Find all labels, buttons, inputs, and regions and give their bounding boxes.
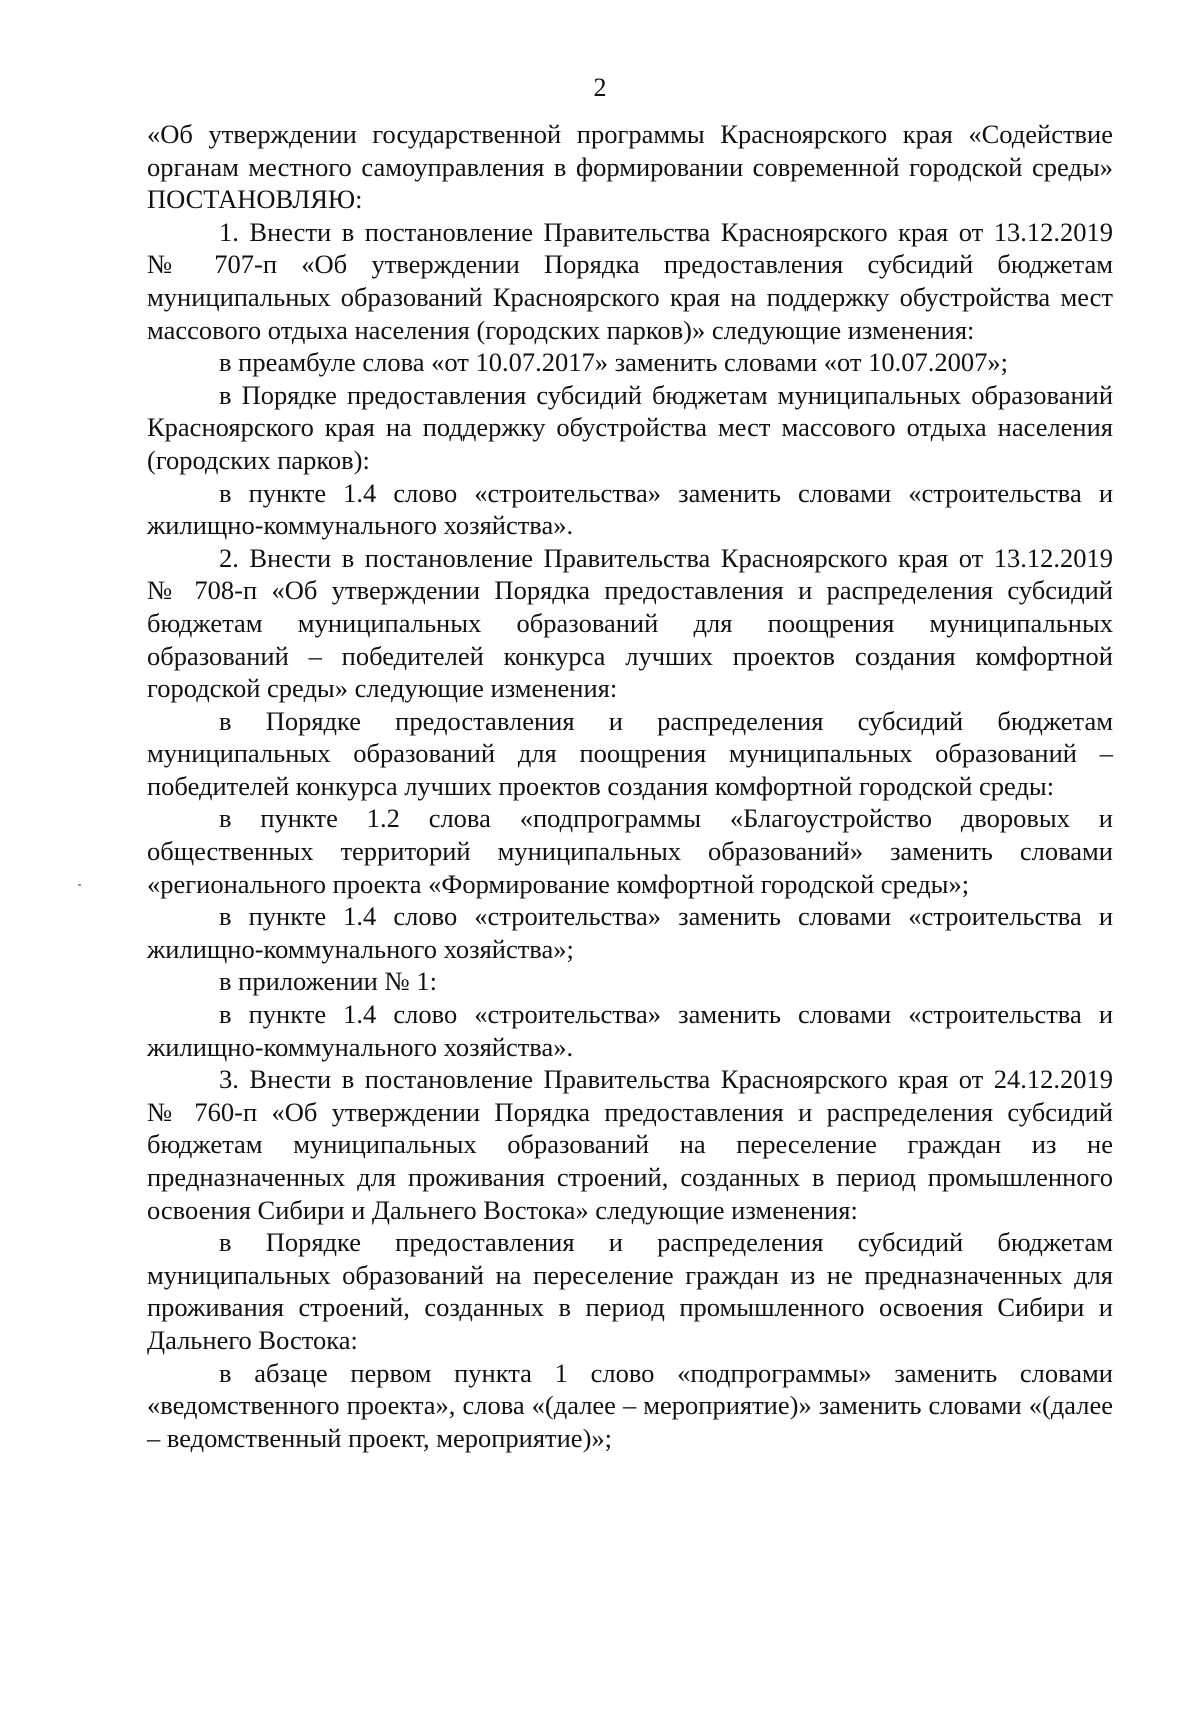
paragraph-item-3: 3. Внести в постановление Правительства Красноярского края от 24.12.2019 № 760-п «Об утверждении Порядка предоставления и распределения субсидий бюджетам муниципальных образований на переселение граждан из не предназначенных для проживания строений, созданных в период промышленного освоения Сибири и Дальнего Востока» следующие изменения: [147,1064,1113,1225]
scan-margin-mark [78,884,81,886]
page-number: 2 [593,73,607,102]
paragraph-item-1-clause-1-4: в пункте 1.4 слово «строительства» заменить словами «строительства и жилищно-коммунального хозяйства». [147,477,1113,541]
paragraph-item-2-order: в Порядке предоставления и распределения субсидий бюджетам муниципальных образований для поощрения муниципальных образований – победителей конкурса лучших проектов создания комфортной городской среды: [147,705,1113,801]
paragraph-item-1-preamble: в преамбуле слова «от 10.07.2017» заменить словами «от 10.07.2007»; [219,347,1008,378]
paragraph-preamble-end: «Об утверждении государственной программы Красноярского края «Содействие органам местного самоуправления в формировании современной городской среды» ПОСТАНОВЛЯЮ: [147,119,1113,215]
paragraph-item-2-clause-1-4: в пункте 1.4 слово «строительства» заменить словами «строительства и жилищно-коммунального хозяйства»; [147,901,1113,964]
paragraph-item-1-order: в Порядке предоставления субсидий бюджетам муниципальных образований Красноярского края на поддержку обустройства мест массового отдыха населения (городских парков): [147,379,1113,475]
paragraph-item-3-clause-1: в абзаце первом пункта 1 слово «подпрограммы» заменить словами «ведомственного проекта», слова «(далее – мероприятие)» заменить словами «(далее – ведомственный проект, мероприятие)»; [147,1357,1113,1453]
paragraph-item-3-order: в Порядке предоставления и распределения субсидий бюджетам муниципальных образований на переселение граждан из не предназначенных для проживания строений, созданных в период промышленного освоения Сибири и Дальнего Востока: [147,1227,1113,1355]
paragraph-item-2-clause-1-2: в пункте 1.2 слова «подпрограммы «Благоустройство дворовых и общественных территорий муниципальных образований» заменить словами «регионального проекта «Формирование комфортной городской среды»; [147,803,1113,899]
paragraph-item-2-appendix-1: в приложении № 1: [219,966,437,997]
paragraph-item-2-appendix-clause-1-4: в пункте 1.4 слово «строительства» заменить словами «строительства и жилищно-коммунального хозяйства». [147,999,1113,1062]
document-body [147,118,1113,1454]
paragraph-item-2: 2. Внести в постановление Правительства Красноярского края от 13.12.2019 № 708-п «Об утверждении Порядка предоставления и распределения субсидий бюджетам муниципальных образований для поощрения муниципальных образований – победителей конкурса лучших проектов создания комфортной городской среды» следующие изменения: [147,542,1113,704]
paragraph-item-1: 1. Внести в постановление Правительства Красноярского края от 13.12.2019 № 707-п «Об утверждении Порядка предоставления субсидий бюджетам муниципальных образований Красноярского края на поддержку обустройства мест массового отдыха населения (городских парков)» следующие изменения: [147,216,1113,345]
